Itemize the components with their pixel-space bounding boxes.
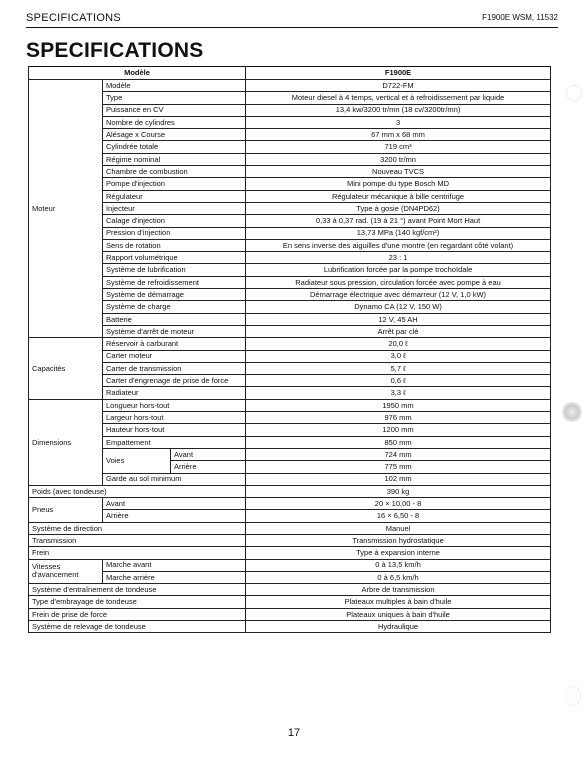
spec-value: 23 : 1 — [246, 252, 551, 264]
spec-value: 1200 mm — [246, 424, 551, 436]
spec-label: Système de direction — [29, 522, 246, 534]
running-header-model: F1900E WSM, 11532 — [482, 13, 558, 22]
spec-label: Frein de prise de force — [29, 608, 246, 620]
spec-row — [29, 584, 551, 596]
spec-row — [29, 498, 551, 510]
spec-label: Calage d'injection — [103, 215, 246, 227]
spec-row — [29, 522, 551, 534]
spec-label: Carter de transmission — [103, 362, 246, 374]
spec-row — [29, 264, 551, 276]
spec-sublabel: Arrière — [171, 461, 246, 473]
spec-value: Arrêt par clé — [246, 325, 551, 337]
spec-label: Carter d'engrenage de prise de force — [103, 375, 246, 387]
spec-value: 0,6 ℓ — [246, 375, 551, 387]
group-label: Moteur — [29, 80, 103, 338]
page-title: SPECIFICATIONS — [26, 39, 204, 62]
spec-row — [29, 252, 551, 264]
spec-label: Empattement — [103, 436, 246, 448]
page-number: 17 — [287, 727, 301, 739]
spec-row — [29, 202, 551, 214]
spec-value: 5,7 ℓ — [246, 362, 551, 374]
group-label: Dimensions — [29, 399, 103, 485]
spec-label: Système de charge — [103, 301, 246, 313]
spec-row — [29, 141, 551, 153]
spec-label: Régime nominal — [103, 153, 246, 165]
spec-label: Système de lubrification — [103, 264, 246, 276]
header-label-cell: Modèle — [29, 67, 246, 80]
spec-label: Régulateur — [103, 190, 246, 202]
binder-hole — [562, 402, 582, 422]
spec-value: 390 kg — [246, 485, 551, 497]
spec-label: Garde au sol minimum — [103, 473, 246, 485]
spec-value: 1950 mm — [246, 399, 551, 411]
spec-row — [29, 436, 551, 448]
spec-label: Système de relevage de tondeuse — [29, 621, 246, 633]
spec-label: Système de démarrage — [103, 289, 246, 301]
spec-label: Cylindrée totale — [103, 141, 246, 153]
spec-value: 20,0 ℓ — [246, 338, 551, 350]
spec-row — [29, 338, 551, 350]
spec-value: Régulateur mécanique à bille centrifuge — [246, 190, 551, 202]
spec-value: Plateaux multiples à bain d'huile — [246, 596, 551, 608]
spec-row — [29, 215, 551, 227]
spec-row — [29, 571, 551, 583]
spec-row — [29, 547, 551, 559]
spec-label: Chambre de combustion — [103, 166, 246, 178]
spec-label: Hauteur hors-tout — [103, 424, 246, 436]
spec-label: Arrière — [103, 510, 246, 522]
spec-value: Moteur diesel à 4 temps, vertical et à refroidissement par liquide — [246, 92, 551, 104]
spec-value: 16 × 6,50 - 8 — [246, 510, 551, 522]
spec-value: 13,4 kw/3200 tr/mn (18 cv/3200tr/mn) — [246, 104, 551, 116]
spec-label: Système d'arrêt de moteur — [103, 325, 246, 337]
spec-row — [29, 448, 551, 460]
spec-label: Système d'entraînement de tondeuse — [29, 584, 246, 596]
table-header-row — [29, 67, 551, 80]
spec-value: Radiateur sous pression, circulation forcée avec pompe à eau — [246, 276, 551, 288]
spec-row — [29, 301, 551, 313]
spec-label: Avant — [103, 498, 246, 510]
spec-row — [29, 178, 551, 190]
spec-value: 976 mm — [246, 412, 551, 424]
spec-label: Voies — [103, 448, 171, 473]
spec-value: 12 V, 45 AH — [246, 313, 551, 325]
spec-row — [29, 227, 551, 239]
spec-label: Pression d'injection — [103, 227, 246, 239]
spec-label: Réservoir à carburant — [103, 338, 246, 350]
scan-mark — [566, 85, 582, 101]
spec-label: Type d'embrayage de tondeuse — [29, 596, 246, 608]
spec-row — [29, 473, 551, 485]
running-header-title: SPECIFICATIONS — [26, 12, 122, 24]
group-label-line: Vitesses — [32, 562, 61, 572]
spec-label: Injecteur — [103, 202, 246, 214]
spec-row — [29, 190, 551, 202]
spec-row — [29, 116, 551, 128]
spec-value: 102 mm — [246, 473, 551, 485]
spec-value: 3,3 ℓ — [246, 387, 551, 399]
spec-row — [29, 325, 551, 337]
spec-row — [29, 92, 551, 104]
spec-value: Dynamo CA (12 V, 150 W) — [246, 301, 551, 313]
spec-label: Batterie — [103, 313, 246, 325]
spec-row — [29, 153, 551, 165]
spec-value: Manuel — [246, 522, 551, 534]
spec-row — [29, 362, 551, 374]
spec-row — [29, 313, 551, 325]
spec-label: Marche avant — [103, 559, 246, 571]
spec-row — [29, 375, 551, 387]
spec-label: Poids (avec tondeuse) — [29, 485, 246, 497]
spec-value: Hydraulique — [246, 621, 551, 633]
group-label: Pneus — [29, 498, 103, 523]
spec-label: Largeur hors-tout — [103, 412, 246, 424]
spec-label: Carter moteur — [103, 350, 246, 362]
spec-row — [29, 485, 551, 497]
spec-value: En sens inverse des aiguilles d'une montre (en regardant côté volant) — [246, 239, 551, 251]
spec-sublabel: Avant — [171, 448, 246, 460]
spec-label: Radiateur — [103, 387, 246, 399]
spec-label: Alésage x Course — [103, 129, 246, 141]
spec-value: Lubrification forcée par la pompe trochoïdale — [246, 264, 551, 276]
spec-label: Longueur hors-tout — [103, 399, 246, 411]
spec-row — [29, 510, 551, 522]
specifications-table-body — [29, 67, 551, 633]
header-rule — [26, 27, 558, 28]
spec-label: Frein — [29, 547, 246, 559]
group-label-line: d'avancement — [32, 570, 79, 580]
spec-value: 0 à 6,5 km/h — [246, 571, 551, 583]
spec-label: Marche arrière — [103, 571, 246, 583]
spec-label: Transmission — [29, 534, 246, 546]
spec-value: Transmission hydrostatique — [246, 534, 551, 546]
spec-row — [29, 289, 551, 301]
spec-value: 67 mm x 68 mm — [246, 129, 551, 141]
spec-value: Type à gosie (DN4PD62) — [246, 202, 551, 214]
spec-row — [29, 387, 551, 399]
spec-row — [29, 129, 551, 141]
spec-value: 850 mm — [246, 436, 551, 448]
spec-value: D722-FM — [246, 80, 551, 92]
spec-row — [29, 608, 551, 620]
header-value-cell: F1900E — [246, 67, 551, 80]
spec-value: 3,0 ℓ — [246, 350, 551, 362]
spec-row — [29, 412, 551, 424]
spec-value: 20 × 10,00 - 8 — [246, 498, 551, 510]
spec-value: 724 mm — [246, 448, 551, 460]
spec-row — [29, 596, 551, 608]
spec-value: Nouveau TVCS — [246, 166, 551, 178]
spec-row — [29, 104, 551, 116]
spec-label: Sens de rotation — [103, 239, 246, 251]
spec-value: 3200 tr/mn — [246, 153, 551, 165]
spec-label: Puissance en CV — [103, 104, 246, 116]
scan-mark — [565, 686, 581, 706]
spec-value: Mini pompe du type Bosch MD — [246, 178, 551, 190]
spec-value: 13,73 MPa (140 kgf/cm²) — [246, 227, 551, 239]
spec-value: Arbre de transmission — [246, 584, 551, 596]
spec-row — [29, 276, 551, 288]
spec-row — [29, 534, 551, 546]
spec-row — [29, 399, 551, 411]
spec-value: 719 cm³ — [246, 141, 551, 153]
spec-label: Système de refroidissement — [103, 276, 246, 288]
spec-label: Type — [103, 92, 246, 104]
spec-value: Type à expansion interne — [246, 547, 551, 559]
group-label — [29, 559, 103, 584]
spec-row — [29, 559, 551, 571]
spec-row — [29, 350, 551, 362]
spec-value: 0 à 13,5 km/h — [246, 559, 551, 571]
spec-row — [29, 80, 551, 92]
spec-label: Nombre de cylindres — [103, 116, 246, 128]
spec-row — [29, 166, 551, 178]
spec-label: Rapport volumétrique — [103, 252, 246, 264]
spec-label: Pompe d'injection — [103, 178, 246, 190]
spec-value: 0,33 à 0,37 rad. (19 à 21 °) avant Point Mort Haut — [246, 215, 551, 227]
spec-row — [29, 239, 551, 251]
spec-value: 3 — [246, 116, 551, 128]
spec-row — [29, 424, 551, 436]
spec-label: Modèle — [103, 80, 246, 92]
specifications-table — [28, 66, 551, 633]
group-label: Capacités — [29, 338, 103, 399]
spec-value: Démarrage électrique avec démarreur (12 V, 1,0 kW) — [246, 289, 551, 301]
spec-value: Plateaux uniques à bain d'huile — [246, 608, 551, 620]
spec-row — [29, 621, 551, 633]
spec-value: 775 mm — [246, 461, 551, 473]
